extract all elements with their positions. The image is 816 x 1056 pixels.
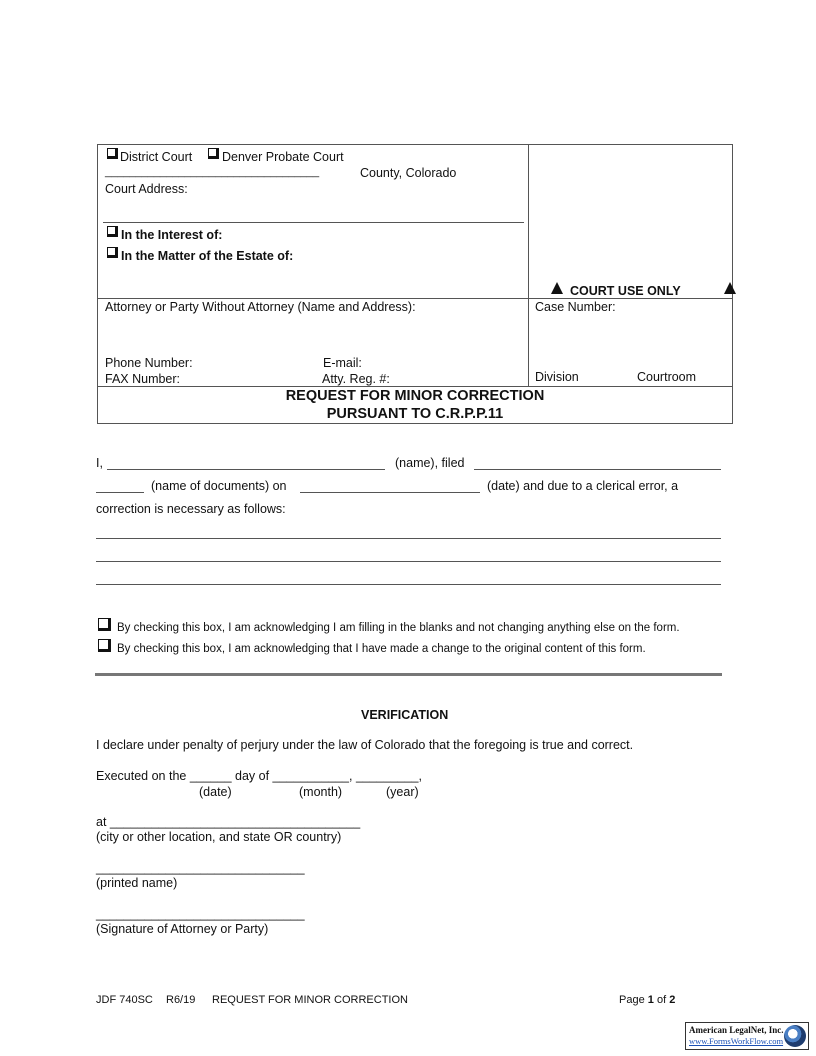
page-of: of [656,994,667,1006]
district-court-checkbox[interactable] [107,148,118,159]
month-caption: (month) [299,785,343,799]
ack-changed-checkbox[interactable] [98,639,111,652]
atty-reg-label: Atty. Reg. #: [322,372,390,386]
location-caption: (city or other location, and state OR country) [96,830,342,844]
declaration-text: I declare under penalty of perjury under the law of Colorado that the foregoing is true and correct. [96,738,634,752]
i-label: I, [96,456,103,470]
footer-page-indicator [619,994,675,1006]
section-divider [95,673,722,676]
court-use-arrow-right-icon [724,282,736,294]
footer-revision: R6/19 [166,994,196,1006]
footer-form-title: REQUEST FOR MINOR CORRECTION [212,994,408,1006]
correction-line-3[interactable] [96,584,721,585]
courtroom-label: Courtroom [637,370,697,384]
name-filed-label: (name), filed [395,456,465,470]
form-title-line2: PURSUANT TO C.R.P.P.11 [326,406,504,422]
county-blank[interactable]: ___________________________________ [105,166,320,178]
county-label: County, Colorado [360,166,457,180]
footer-form-id: JDF 740SC [96,994,153,1006]
page-prefix: Page [619,994,645,1006]
attorney-label: Attorney or Party Without Attorney (Name and Address): [105,300,416,314]
correction-line-1[interactable] [96,538,721,539]
date-clerical-label: (date) and due to a clerical error, a [487,479,679,493]
verification-heading: VERIFICATION [361,708,449,722]
court-address-label: Court Address: [105,182,188,196]
denver-probate-label: Denver Probate Court [222,150,344,164]
district-court-label: District Court [120,150,193,164]
printed-name-blank[interactable]: ______________________________ [96,861,305,875]
correction-line-2[interactable] [96,561,721,562]
title-top-divider [97,386,733,387]
page-number: 1 [647,994,654,1006]
date-blank[interactable] [300,492,480,493]
court-use-arrow-left-icon [551,282,563,294]
date-caption: (date) [199,785,232,799]
estate-of-label: In the Matter of the Estate of: [121,249,294,263]
phone-label: Phone Number: [105,356,193,370]
caption-vertical-divider [528,144,529,387]
printed-name-caption: (printed name) [96,876,178,890]
division-label: Division [535,370,579,384]
page-total: 2 [669,994,676,1006]
signature-caption: (Signature of Attorney or Party) [96,922,269,936]
ack-no-change-checkbox[interactable] [98,618,111,631]
estate-of-checkbox[interactable] [107,247,118,258]
logo-url[interactable]: www.FormsWorkFlow.com [689,1036,784,1046]
logo-company: American LegalNet, Inc. [689,1025,784,1035]
at-location-line[interactable]: at ____________________________________ [96,815,361,829]
name-blank[interactable] [107,469,385,470]
documents-blank[interactable] [96,492,144,493]
documents-label: (name of documents) on [151,479,287,493]
filed-blank[interactable] [474,469,721,470]
logo-seal-icon [784,1025,806,1047]
year-caption: (year) [386,785,419,799]
address-underline [103,222,524,223]
court-use-only-label: COURT USE ONLY [570,284,681,298]
american-legalnet-logo[interactable] [685,1022,809,1050]
case-number-label: Case Number: [535,300,616,314]
form-title-line1: REQUEST FOR MINOR CORRECTION [285,388,545,404]
ack-changed-label: By checking this box, I am acknowledging that I have made a change to the original content of this form. [117,643,646,655]
executed-line[interactable]: Executed on the ______ day of ___________, _________, [96,769,422,783]
ack-no-change-label: By checking this box, I am acknowledging I am filling in the blanks and not changing anything else on the form. [117,622,680,634]
interest-of-checkbox[interactable] [107,226,118,237]
fax-label: FAX Number: [105,372,181,386]
email-label: E-mail: [323,356,362,370]
signature-blank[interactable]: ______________________________ [96,907,305,921]
interest-of-label: In the Interest of: [121,228,223,242]
correction-label: correction is necessary as follows: [96,502,286,516]
denver-probate-checkbox[interactable] [208,148,219,159]
caption-horizontal-divider [97,298,733,299]
